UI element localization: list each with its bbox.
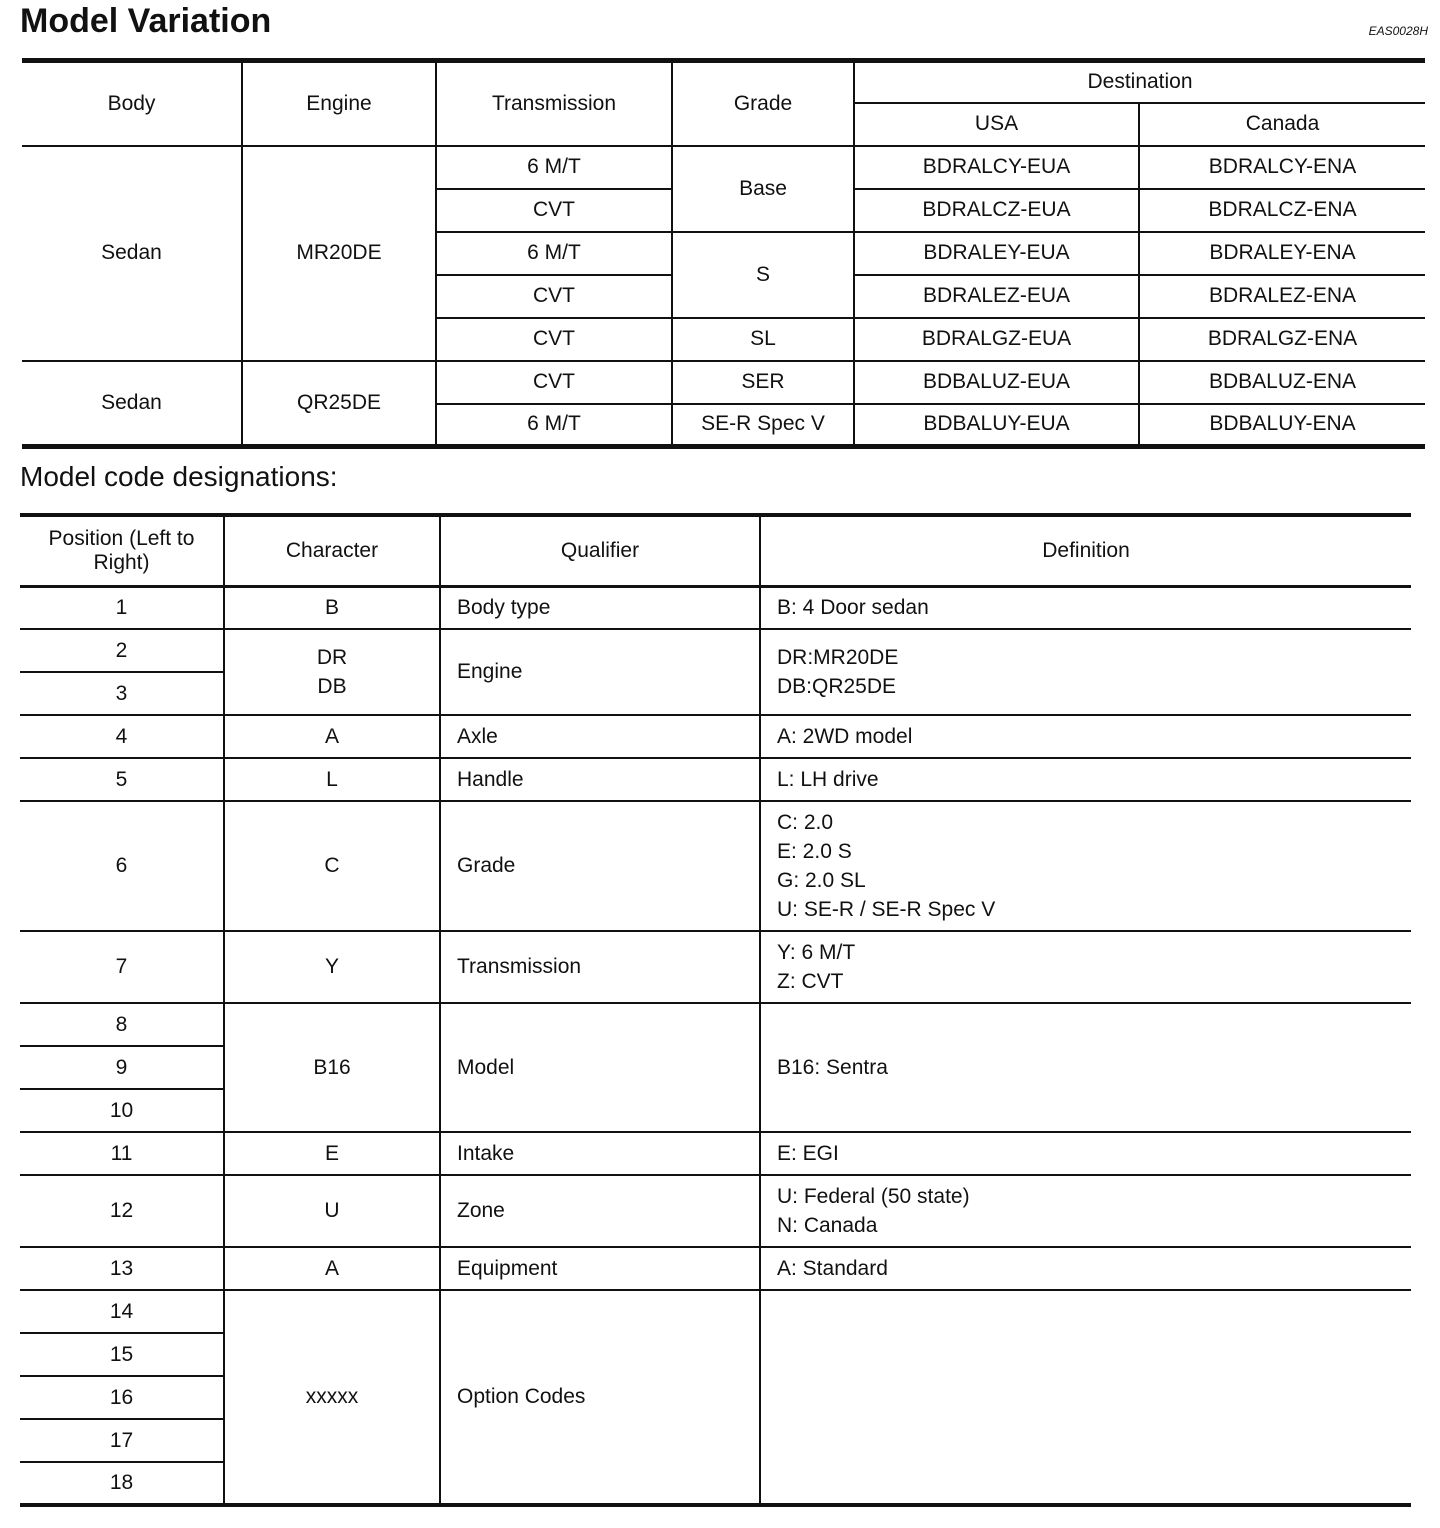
canada-code-cell: BDRALEY-ENA <box>1139 232 1425 275</box>
qualifier-cell: Intake <box>440 1132 760 1175</box>
position-cell: 10 <box>20 1089 224 1132</box>
position-cell: 12 <box>20 1175 224 1247</box>
qualifier-cell: Option Codes <box>440 1290 760 1505</box>
character-cell: E <box>224 1132 440 1175</box>
engine-cell: QR25DE <box>242 361 436 447</box>
qualifier-cell: Equipment <box>440 1247 760 1290</box>
page-title: Model Variation <box>20 2 272 40</box>
position-cell: 13 <box>20 1247 224 1290</box>
qualifier-cell: Axle <box>440 715 760 758</box>
model-code-designations-table <box>20 513 1411 1507</box>
table-row <box>20 586 1411 629</box>
definition-cell: B: 4 Door sedan <box>760 586 1411 629</box>
position-cell: 18 <box>20 1462 224 1505</box>
character-cell: C <box>224 801 440 931</box>
character-cell: L <box>224 758 440 801</box>
canada-code-cell: BDBALUZ-ENA <box>1139 361 1425 404</box>
definition-cell: DR:MR20DE DB:QR25DE <box>760 629 1411 715</box>
canada-code-cell: BDRALGZ-ENA <box>1139 318 1425 361</box>
position-cell: 3 <box>20 672 224 715</box>
qualifier-cell: Grade <box>440 801 760 931</box>
body-cell: Sedan <box>22 361 242 447</box>
table-row <box>22 146 1425 189</box>
table-row <box>20 715 1411 758</box>
position-cell: 2 <box>20 629 224 672</box>
definition-cell: U: Federal (50 state) N: Canada <box>760 1175 1411 1247</box>
position-cell: 17 <box>20 1419 224 1462</box>
usa-code-cell: BDRALCY-EUA <box>854 146 1139 189</box>
table-row <box>20 1290 1411 1333</box>
header-position: Position (Left to Right) <box>20 515 224 586</box>
usa-code-cell: BDRALCZ-EUA <box>854 189 1139 232</box>
definition-cell: L: LH drive <box>760 758 1411 801</box>
position-cell: 7 <box>20 931 224 1003</box>
position-cell: 1 <box>20 586 224 629</box>
character-cell: B <box>224 586 440 629</box>
engine-cell: MR20DE <box>242 146 436 361</box>
table-header-row <box>20 515 1411 586</box>
transmission-cell: 6 M/T <box>436 404 672 447</box>
character-cell: B16 <box>224 1003 440 1132</box>
header-destination: Destination <box>854 61 1425 103</box>
position-cell: 4 <box>20 715 224 758</box>
definition-cell: A: Standard <box>760 1247 1411 1290</box>
table-row <box>20 1003 1411 1046</box>
header-definition: Definition <box>760 515 1411 586</box>
usa-code-cell: BDBALUZ-EUA <box>854 361 1139 404</box>
grade-cell: SE-R Spec V <box>672 404 854 447</box>
qualifier-cell: Zone <box>440 1175 760 1247</box>
grade-cell: Base <box>672 146 854 232</box>
header-usa: USA <box>854 103 1139 146</box>
transmission-cell: 6 M/T <box>436 146 672 189</box>
grade-cell: S <box>672 232 854 318</box>
model-variation-table <box>22 58 1425 449</box>
qualifier-cell: Handle <box>440 758 760 801</box>
position-cell: 14 <box>20 1290 224 1333</box>
position-cell: 15 <box>20 1333 224 1376</box>
position-cell: 5 <box>20 758 224 801</box>
character-cell: DR DB <box>224 629 440 715</box>
character-cell: Y <box>224 931 440 1003</box>
definition-cell: A: 2WD model <box>760 715 1411 758</box>
qualifier-cell: Transmission <box>440 931 760 1003</box>
character-cell: xxxxx <box>224 1290 440 1505</box>
position-cell: 9 <box>20 1046 224 1089</box>
canada-code-cell: BDRALCZ-ENA <box>1139 189 1425 232</box>
header-transmission: Transmission <box>436 61 672 146</box>
position-cell: 16 <box>20 1376 224 1419</box>
table-row <box>22 361 1425 404</box>
header-grade: Grade <box>672 61 854 146</box>
usa-code-cell: BDRALEZ-EUA <box>854 275 1139 318</box>
transmission-cell: CVT <box>436 361 672 404</box>
table-header-row <box>22 61 1425 103</box>
position-cell: 8 <box>20 1003 224 1046</box>
header-engine: Engine <box>242 61 436 146</box>
character-cell: A <box>224 1247 440 1290</box>
definition-cell: Y: 6 M/T Z: CVT <box>760 931 1411 1003</box>
canada-code-cell: BDRALCY-ENA <box>1139 146 1425 189</box>
character-cell: A <box>224 715 440 758</box>
reference-code: EAS0028H <box>1368 24 1428 38</box>
grade-cell: SL <box>672 318 854 361</box>
canada-code-cell: BDBALUY-ENA <box>1139 404 1425 447</box>
table-row <box>20 1175 1411 1247</box>
header-qualifier: Qualifier <box>440 515 760 586</box>
position-cell: 6 <box>20 801 224 931</box>
usa-code-cell: BDRALGZ-EUA <box>854 318 1139 361</box>
transmission-cell: CVT <box>436 275 672 318</box>
header-character: Character <box>224 515 440 586</box>
table-row <box>20 931 1411 1003</box>
table-row <box>20 758 1411 801</box>
grade-cell: SER <box>672 361 854 404</box>
transmission-cell: 6 M/T <box>436 232 672 275</box>
header-body: Body <box>107 91 156 115</box>
qualifier-cell: Model <box>440 1003 760 1132</box>
position-cell: 11 <box>20 1132 224 1175</box>
canada-code-cell: BDRALEZ-ENA <box>1139 275 1425 318</box>
character-cell: U <box>224 1175 440 1247</box>
definition-cell: B16: Sentra <box>760 1003 1411 1132</box>
table-row <box>20 801 1411 931</box>
transmission-cell: CVT <box>436 318 672 361</box>
transmission-cell: CVT <box>436 189 672 232</box>
definition-cell: C: 2.0 E: 2.0 S G: 2.0 SL U: SE-R / SE-R Spec V <box>760 801 1411 931</box>
body-cell: Sedan <box>22 146 242 361</box>
usa-code-cell: BDBALUY-EUA <box>854 404 1139 447</box>
qualifier-cell: Engine <box>440 629 760 715</box>
table-row <box>20 1132 1411 1175</box>
qualifier-cell: Body type <box>440 586 760 629</box>
definition-cell: E: EGI <box>760 1132 1411 1175</box>
table-row <box>20 629 1411 672</box>
designations-heading: Model code designations: <box>20 461 338 492</box>
header-canada: Canada <box>1139 103 1425 146</box>
table-row <box>20 1247 1411 1290</box>
definition-cell <box>760 1290 1411 1505</box>
usa-code-cell: BDRALEY-EUA <box>854 232 1139 275</box>
